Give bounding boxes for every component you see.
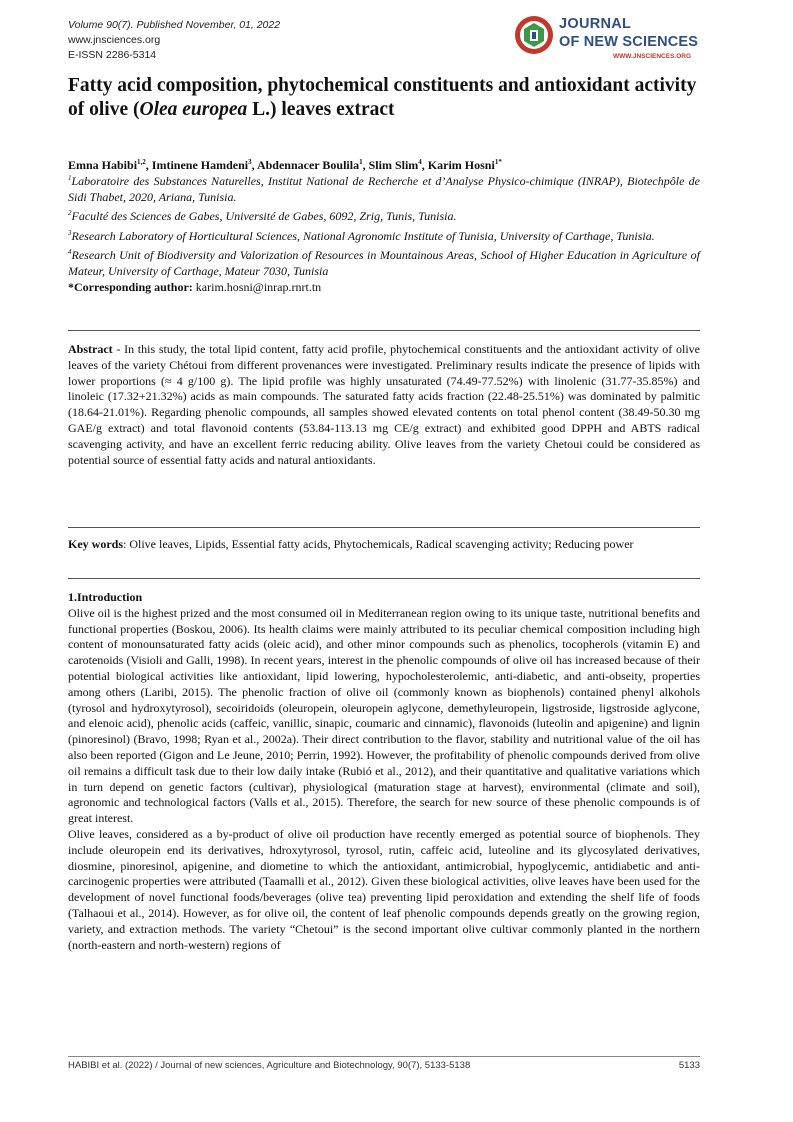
- section-heading: 1.Introduction: [68, 590, 143, 604]
- volume-info: Volume 90(7). Published November, 01, 2022: [68, 19, 281, 31]
- divider: [68, 330, 700, 331]
- title-text-end: L.) leaves extract: [247, 99, 395, 120]
- author: Slim Slim$^4$: [368, 158, 422, 172]
- author: Emna Habibi$^{1,2}$: [68, 158, 146, 172]
- abstract: [68, 342, 700, 468]
- corresponding-author: [68, 280, 700, 296]
- title-species: Olea europea: [139, 99, 248, 120]
- page-number: 5133: [678, 1060, 700, 1071]
- divider: [68, 527, 700, 528]
- corresponding-email[interactable]: karim.hosni@inrap.rnrt.tn: [195, 280, 322, 294]
- keywords-text: : Olive leaves, Lipids, Essential fatty acids, Phytochemicals, Radical scavenging activity; Reducing power: [123, 537, 634, 551]
- affiliation: $^4$Research Unit of Biodiversity and Valorization of Resources in Mountainous Areas, School of Higher Education in Agriculture of Mateur, University of Carthage, Mateur 7030, Tunisia: [68, 248, 700, 278]
- paragraph: Olive leaves, considered as a by-product of olive oil production have recently emerged as potential source of biophenols. They include oleuropein end its derivatives, hdroxytyrosol, tyrosol, rutin, caffeic acid, luteoline and its glycosylated derivatives, diosmine, pinoresinol, apigenine, and diometine to which the antioxidant, antimicrobial, hypoglycemic, antidiabetic and anti-carcinogenic properties were attributed (Taamalli et al., 2012). Given these biological activities, olive leaves have been used for the development of novel functional foods/beverages (olive tea) preventing lipid peroxidation and extending the shelf life of foods (Talhaoui et al., 2014). However, as for olive oil, the content of leaf phenolic compounds depends greatly on the growing region, variety, and extraction methods. The variety “Chetoui” is the second important olive cultivar commonly planted in the northern (north-eastern and north-western) regions of: [68, 826, 700, 952]
- introduction-section: [68, 590, 700, 953]
- author: Abdennacer Boulila$^1$: [256, 158, 363, 172]
- logo-url: WWW.JNSCIENCES.ORG: [613, 53, 692, 60]
- abstract-label: Abstract: [68, 342, 113, 356]
- issn: E-ISSN 2286-5314: [68, 49, 157, 61]
- footer-citation: HABIBI et al. (2022) / Journal of new sciences, Agriculture and Biotechnology, 90(7), 5133-5138: [68, 1060, 471, 1071]
- journal-website[interactable]: www.jnsciences.org: [68, 34, 161, 46]
- affiliations: [68, 171, 700, 297]
- affiliation: $^1$Laboratoire des Substances Naturelles, Institut National de Recherche et d’Analyse Physico-chimique (INRAP), Biotechpôle de Sidi Thabet, 2020, Ariana, Tunisia.: [68, 174, 700, 204]
- logo-line2: OF NEW SCIENCES: [559, 34, 699, 50]
- paragraph: Olive oil is the highest prized and the most consumed oil in Mediterranean region owing to its unique taste, nutritional benefits and functional properties (Boskou, 2006). Its health claims were mainly attributed to its peculiar chemical composition including high content of monounsaturated fatty acids (oleic acid), and other minor compounds such as phenolics, tocopherols (vitamin E) and carotenoids (Visioli and Galli, 1998). In recent years, interest in the phenolic compounds of olive oil has increased because of their potential biological activities like antioxidant, lipid lowering, hypocholesterolemic, anti-diabetic, and anti-obseity, properties among others (Laribi, 2015). The phenolic fraction of olive oil (commonly known as biophenols) contained phenyl alkohols (tyrosol and hydroxytyrosol), secoiridoids (oleuropein, oleuropein aglycone, demethyleuropein, ligstroside, ligstroside aglycone, and elenoic acid), phenolic acids (caffeic, vanillic, sinapic, coumaric and cinnamic), flavonoids (luteolin and apigenine) and lignin (pinoresinol) (Bravo, 1998; Ryan et al., 2002a). Their direct contribution to the flavor, stability and nutritional value of the oil has also been reported (Gigon and Le Jeune, 2010; Perrin, 1992). However, the profitability of phenolic compounds derived from olive oil remains a difficult task due to their low daily intake (Rubió et al., 2012), and their quantitative and qualitative variations which in turn depend on genetic factors (cultivar), physiological (maturation stage at harvest), environmental (climate and soil), agronomic and technological factors (Valls et al., 2015). Therefore, the search for new source of these phenolic compounds is of great interest.: [68, 605, 700, 826]
- journal-emblem-icon: [513, 14, 555, 56]
- abstract-text: - In this study, the total lipid content, fatty acid profile, phytochemical constituents and the antioxidant activity of olive leaves of the variety Chétoui from different provenances were investigated. Preliminary results indicate the presence of lipids with lower proportions (≈ 4 g/100 g). The lipid profile was highly unsaturated (74.49-77.52%) with linolenic (31.77-35.85%) and linoleic (17.32+21.32%) acids as main compounds. The saturated fatty acids fraction (22.48-25.51%) was dominated by palmitic (18.64-21.01%). Regarding phenolic compounds, all samples showed elevated contents on total phenol content (38.49-50.30 mg GAE/g extract) and total flavonoid contents (53.84-113.13 mg CE/g extract) and exhibited good DPPH and ABTS radical scavenging activity, and have an excellent ferric reducing ability. Olive leaves from the variety Chetoui could be considered as potential source of essential fatty acids and natural antioxidants.: [68, 342, 700, 467]
- author: Karim Hosni$^{1*}$: [427, 158, 502, 172]
- logo-line1: JOURNAL: [559, 16, 632, 32]
- keywords: [68, 537, 700, 553]
- footer-divider: [68, 1056, 700, 1057]
- title-text: Fatty acid composition, phytochemical constituents and antioxidant activity of olive (: [68, 75, 697, 120]
- affiliation: $^3$Research Laboratory of Horticultural Sciences, National Agronomic Institute of Tunisia, University of Carthage, Tunisia.: [68, 228, 655, 243]
- author: Imtinene Hamdeni$^3$: [151, 158, 252, 172]
- paper-title: [68, 74, 700, 122]
- journal-meta: [68, 18, 280, 63]
- journal-logo: [513, 12, 705, 66]
- divider: [68, 578, 700, 579]
- author-list: Emna Habibi$^{1,2}$, Imtinene Hamdeni$^3$, Abdennacer Boulila$^1$, Slim Slim$^4$, Karim Hosni$^{1*}$: [68, 158, 502, 172]
- corresponding-label: *Corresponding author:: [68, 280, 193, 294]
- keywords-label: Key words: [68, 537, 123, 551]
- affiliation: $^2$Faculté des Sciences de Gabes, Université de Gabes, 6092, Zrig, Tunis, Tunisia.: [68, 209, 457, 223]
